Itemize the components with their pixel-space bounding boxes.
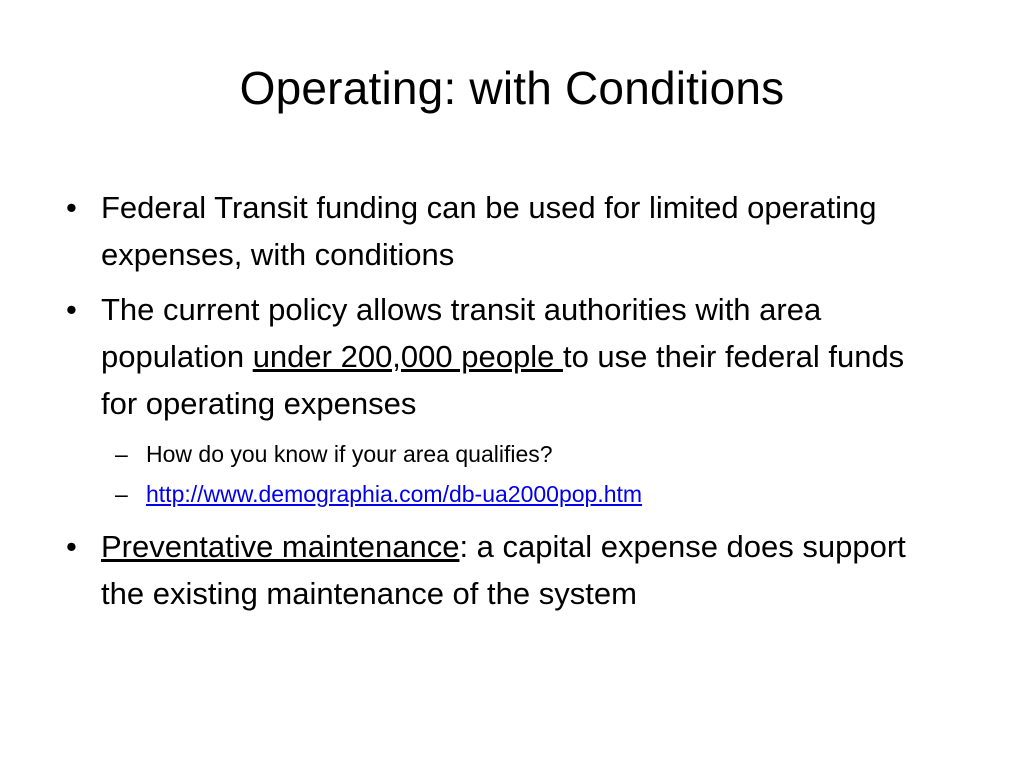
slide-title: Operating: with Conditions	[239, 62, 785, 114]
bullet-preventative-maintenance	[60, 523, 940, 617]
bullet-marker: •	[66, 529, 77, 564]
dash-marker: –	[115, 441, 128, 467]
bullet-federal-funding	[60, 184, 940, 278]
bullet-text-continued: to use their federal funds for operating expenses	[101, 339, 905, 421]
sub-bullet-list	[60, 435, 940, 513]
bullet-underlined-text: Preventative maintenance	[101, 529, 460, 564]
dash-marker: –	[115, 481, 128, 507]
sub-bullet-link	[60, 475, 940, 513]
bullet-text: The current policy allows transit authorities with area population	[101, 292, 822, 374]
sub-bullet-text: How do you know if your area qualifies?	[146, 441, 553, 467]
bullet-current-policy	[60, 286, 940, 427]
bullet-text-continued: : a capital expense does support the existing maintenance of the system	[101, 529, 906, 611]
bullet-marker: •	[66, 292, 77, 327]
bullet-marker: •	[66, 190, 77, 225]
sub-bullet-qualify-question	[60, 435, 940, 473]
bullet-text: Federal Transit funding can be used for limited operating expenses, with conditions	[101, 190, 877, 272]
demographia-link[interactable]: http://www.demographia.com/db-ua2000pop.htm	[146, 481, 643, 507]
bullet-underlined-text: under 200,000 people	[252, 339, 563, 374]
slide-content	[60, 184, 940, 625]
